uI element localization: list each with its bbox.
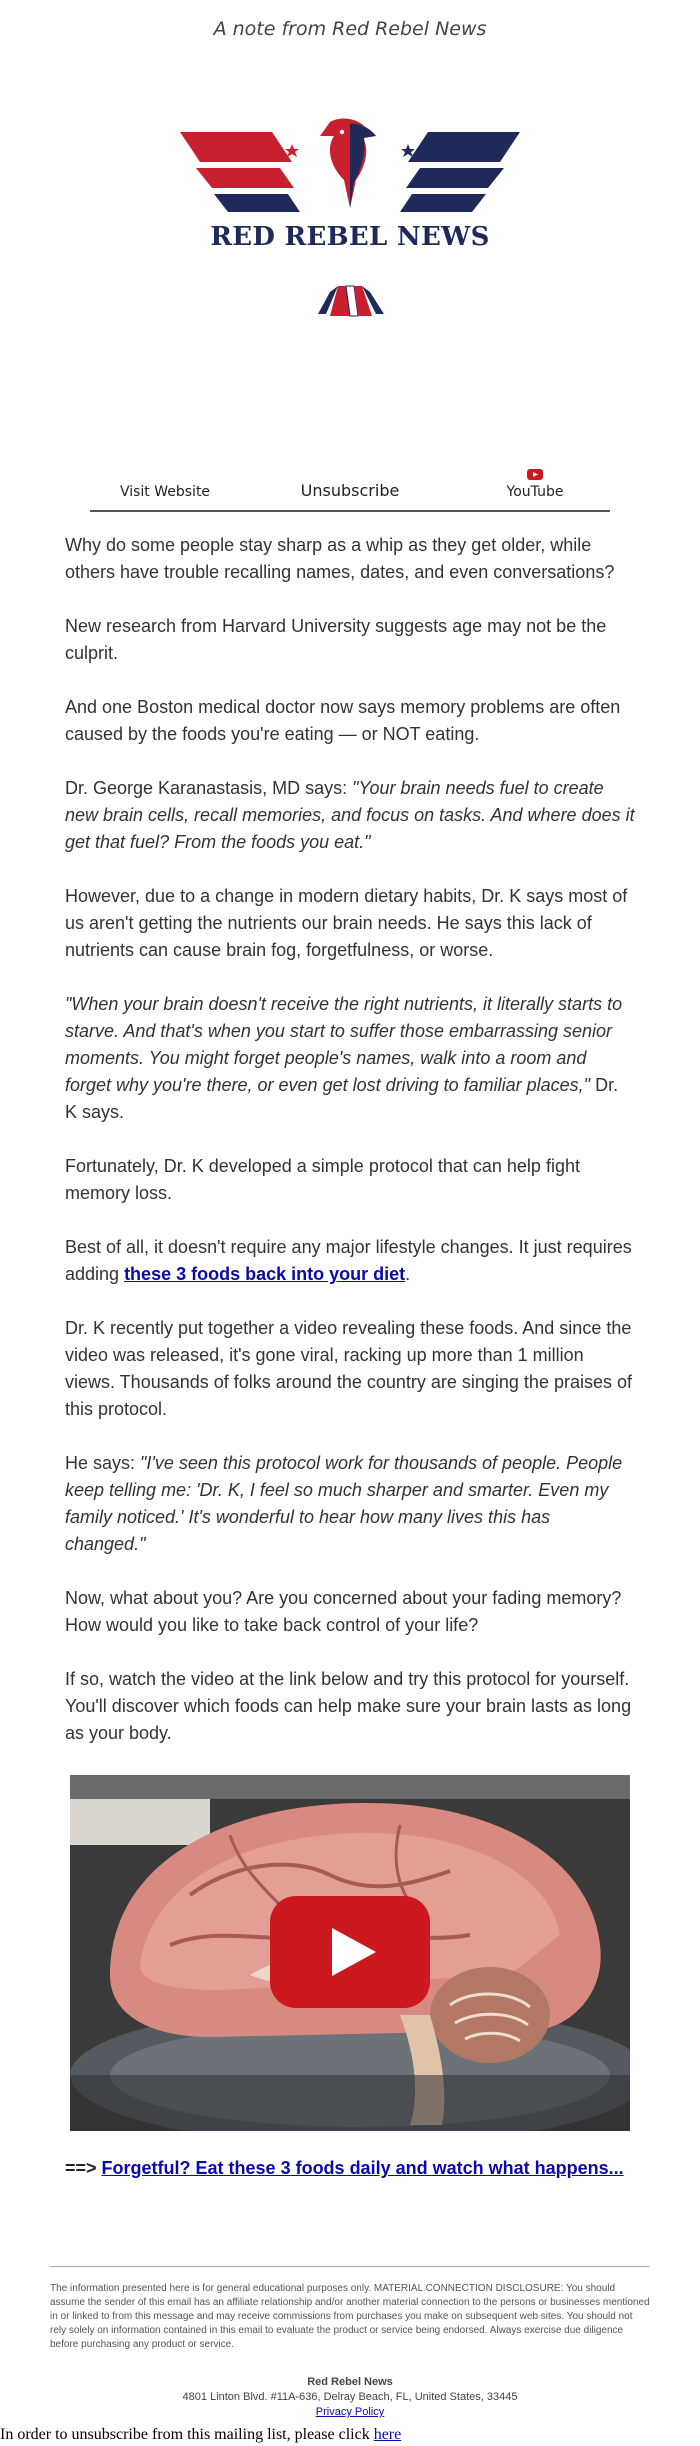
logo-wordmark: RED REBEL NEWS <box>210 222 490 252</box>
doctor-quote: "When your brain doesn't receive the right nutrients, it literally starts to starve. And that's when you start to suffer those embarrassing senior moments. You might forget people's names, walk into a room and forget why you're there, or even get lost driving to familiar places," <box>65 994 623 1095</box>
article-paragraph <box>65 991 635 1126</box>
article-paragraph: Why do some people stay sharp as a whip as they get older, while others have trouble recalling names, dates, and even conversations? <box>65 535 615 582</box>
article-paragraph: Fortunately, Dr. K developed a simple protocol that can help fight memory loss. <box>65 1156 580 1203</box>
article-paragraph: However, due to a change in modern dietary habits, Dr. K says most of us aren't getting the nutrients our brain needs. He says this lack of nutrients can cause brain fog, forgetfulness, or worse. <box>65 886 628 960</box>
three-foods-link[interactable]: these 3 foods back into your diet <box>124 1264 406 1284</box>
article-paragraph: New research from Harvard University suggests age may not be the culprit. <box>65 616 607 663</box>
unsubscribe-link[interactable]: Unsubscribe <box>300 481 400 500</box>
youtube-link[interactable] <box>460 469 610 510</box>
red-rebel-eagle-logo-icon[interactable] <box>180 118 520 318</box>
article-paragraph: If so, watch the video at the link below and try this protocol for yourself. You'll discover which foods can help make sure your brain lasts as long as your body. <box>65 1669 632 1743</box>
company-info <box>0 2375 700 2420</box>
unsubscribe-text: In order to unsubscribe from this mailing list, please click <box>0 2426 374 2443</box>
article-paragraph: Now, what about you? Are you concerned about your fading memory? How would you like to take back control of your life? <box>65 1588 622 1635</box>
call-to-action <box>65 2158 645 2179</box>
paragraph-text: Best of all, it doesn't require any major lifestyle changes. It just requires adding <box>65 1237 632 1284</box>
doctor-quote: "I've seen this protocol work for thousands of people. People keep telling me: 'Dr. K, I feel so much sharper and smarter. Even my family noticed.' It's wonderful to hear how many lives this has changed." <box>65 1453 623 1554</box>
forgetful-video-link[interactable]: Forgetful? Eat these 3 foods daily and watch what happens... <box>101 2158 624 2178</box>
unsubscribe-here-link[interactable]: here <box>373 2426 402 2443</box>
company-name: Red Rebel News <box>307 2376 393 2388</box>
article-paragraph: Dr. K recently put together a video revealing these foods. And since the video was released, it's gone viral, racking up more than 1 million views. Thousands of folks around the country are singing the praises of this protocol. <box>65 1318 632 1419</box>
quote-intro: He says: <box>65 1453 141 1473</box>
video-thumbnail[interactable] <box>70 1775 630 2131</box>
article-paragraph <box>65 1450 635 1558</box>
top-navigation <box>90 460 610 512</box>
youtube-icon <box>527 469 543 480</box>
privacy-policy-link[interactable]: Privacy Policy <box>315 2406 385 2418</box>
quote-attribution: Dr. K says. <box>65 1075 619 1122</box>
header-note: A note from Red Rebel News <box>213 18 487 40</box>
cta-arrow: ==> <box>65 2158 102 2178</box>
article-paragraph <box>65 775 635 856</box>
play-button-icon <box>270 1896 430 2008</box>
unsubscribe-notice <box>0 2426 401 2444</box>
article-paragraph <box>65 1234 635 1288</box>
quote-intro: Dr. George Karanastasis, MD says: <box>65 778 353 798</box>
youtube-label: YouTube <box>506 484 564 500</box>
visit-website-link[interactable]: Visit Website <box>119 484 211 500</box>
article-paragraph: And one Boston medical doctor now says memory problems are often caused by the foods you're eating — or NOT eating. <box>65 697 621 744</box>
paragraph-text: . <box>405 1264 411 1284</box>
disclosure-text: The information presented here is for general educational purposes only. MATERIAL CONNECTION DISCLOSURE: You should assume the sender of this email has an affiliate relationship and/or another material connection to the persons or businesses mentioned in or linked to from this message and may receive commissions from purchases you make on subsequent web sites. You should not rely solely on information contained in this email to evaluate the product or service being endorsed. Always exercise due diligence before purchasing any product or service. <box>50 2283 650 2350</box>
footer-divider <box>50 2266 650 2267</box>
article-body <box>65 532 635 1774</box>
doctor-quote: "Your brain needs fuel to create new brain cells, recall memories, and focus on tasks. And where does it get that fuel? From the foods you eat." <box>65 778 635 852</box>
company-address: 4801 Linton Blvd. #11A-636, Delray Beach, FL, United States, 33445 <box>182 2391 518 2403</box>
